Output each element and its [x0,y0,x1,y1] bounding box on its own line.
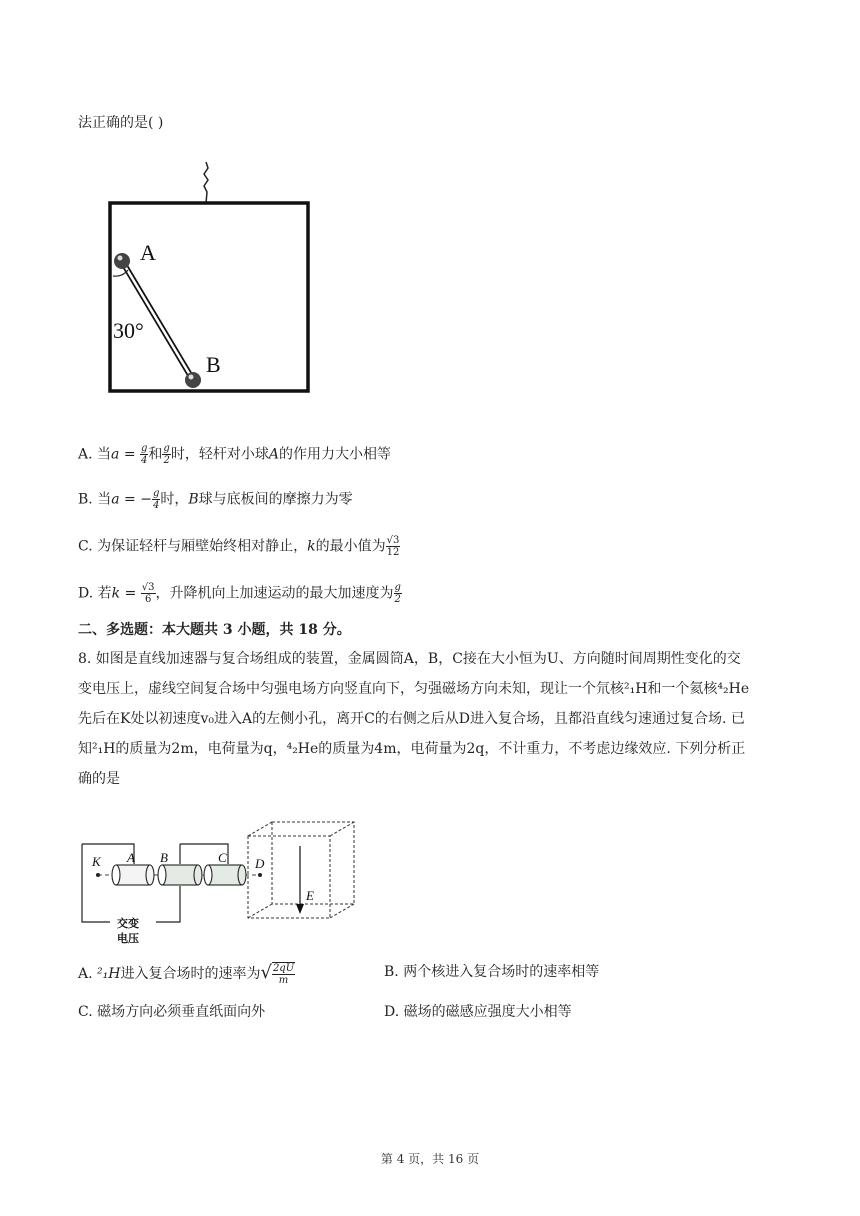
stem-line: 8. 如图是直线加速器与复合场组成的装置，金属圆筒A，B，C接在大小恒为U、方向随时间周期性变化的交 [78,651,741,667]
frac-den: 6 [144,594,152,605]
cube-edge [330,822,354,836]
isotope-symbol: ²₁H [97,966,121,982]
frac-den: m [278,975,289,986]
linear-accelerator-figure [80,818,360,946]
q8-option-a [78,962,295,986]
cube-edge [248,822,272,836]
q8-option-c: C. 磁场方向必须垂直纸面向外 [78,1004,266,1020]
math-var: B [188,491,199,508]
math-var: k [111,585,121,602]
label-a: A [140,240,156,265]
frac-num: g [394,582,401,593]
frac-num: g [152,488,160,499]
stem-line: 确的是 [78,771,120,787]
stem-line: 知²₁H的质量为2m，电荷量为q，⁴₂He的质量为4m，电荷量为2q，不计重力，不考虑边缘效应. 下列分析正 [78,741,746,757]
hanging-rope [204,162,208,203]
option-text: ，升降机向上加速运动的最大加速度为 [155,585,394,602]
math-var: A [268,446,279,463]
cube-front [248,836,330,918]
cylinder-c-end [238,865,246,885]
label-d: D [255,856,265,871]
frac-num: 2qU [272,963,295,974]
frac-den: 12 [386,547,400,558]
option-text: 时，轻杆对小球 [170,446,269,463]
frac-den: 4 [141,455,148,466]
label-a: A [127,850,135,865]
cylinder-c-end [204,865,212,885]
option-text: 的最小值为 [315,538,386,555]
elevator-rod-figure [100,158,320,398]
math-eq: = [120,585,141,602]
q7-option-d [78,582,402,605]
label-c: C [218,850,227,865]
label-b: B [206,352,221,377]
q7-option-b [78,488,353,511]
option-text: 和 [148,446,163,463]
cube-edge [248,904,272,918]
ball-b [185,372,201,388]
label-k: K [92,854,101,869]
option-text: 球与底板间的摩擦力为零 [198,491,353,508]
option-text: 进入复合场时的速率为 [120,966,261,982]
field-arrow-head [296,904,304,914]
stem-line: 先后在K处以初速度v₀进入A的左侧小孔，离开C的右侧之后从D进入复合场，且都沿直线匀速通过复合场. 已 [78,711,745,727]
point-k [96,873,100,877]
cylinder-a-end [146,865,154,885]
frac-den: 2 [394,594,401,605]
page-footer: 第 4 页，共 16 页 [380,1152,480,1166]
circuit-wire-right [156,886,180,922]
stem-line: 变电压上，虚线空间复合场中匀强电场方向竖直向下，匀强磁场方向未知，现让一个氘核²₁H和一个氦核⁴₂He [78,681,750,697]
sqrt-fraction [272,962,295,986]
option-text: C. 为保证轻杆与厢壁始终相对静止， [78,538,308,555]
fraction-g-2 [394,582,402,605]
frac-num: √3 [141,582,155,593]
cylinder-b-end [194,865,202,885]
math-var: a [111,491,120,508]
frac-num: g [163,443,170,454]
q8-option-d: D. 磁场的磁感应强度大小相等 [384,1004,572,1020]
cylinder-a [116,865,150,885]
frac-den: 4 [152,500,160,511]
cylinder-b [162,865,198,885]
math-var: k [307,538,316,555]
ball-a [114,253,130,269]
cylinder-b-end [158,865,166,885]
sqrt-sign: √ [260,962,272,983]
angle-label: 30° [113,318,144,343]
q8-option-b: B. 两个核进入复合场时的速率相等 [384,964,600,980]
option-text: B. 当 [78,491,112,508]
math-eq: = − [119,491,152,508]
ac-voltage-label-1: 交变 [117,917,139,930]
frac-num: g [141,443,148,454]
math-var: a [111,446,120,463]
option-text: D. 若 [78,585,112,602]
fraction-sqrt3-6 [141,582,156,605]
option-text: 时， [160,491,189,508]
point-d [258,873,262,877]
question-8-stem [78,644,778,794]
ac-voltage-label-2: 电压 [117,932,139,945]
cylinder-c [208,865,242,885]
q7-option-c [78,535,400,558]
option-text: A. [78,966,98,982]
question-7-tail: 法正确的是( ) [78,115,164,131]
ball-a-highlight [118,256,123,261]
fraction-sqrt3-12 [386,535,401,558]
cube-edge [330,904,354,918]
fraction-g-2 [162,443,170,466]
option-text: A. 当 [78,446,112,463]
q7-option-a [78,443,391,466]
section-header-multiple-choice: 二、多选题：本大题共 3 小题，共 18 分。 [78,622,351,638]
frac-num: √3 [386,535,400,546]
math-eq: = [119,446,141,463]
label-e: E [306,888,314,903]
frac-den: 2 [163,455,170,466]
option-text: 的作用力大小相等 [278,446,391,463]
cylinder-a-end [112,865,120,885]
ball-b-highlight [189,375,194,380]
label-b: B [160,850,168,865]
